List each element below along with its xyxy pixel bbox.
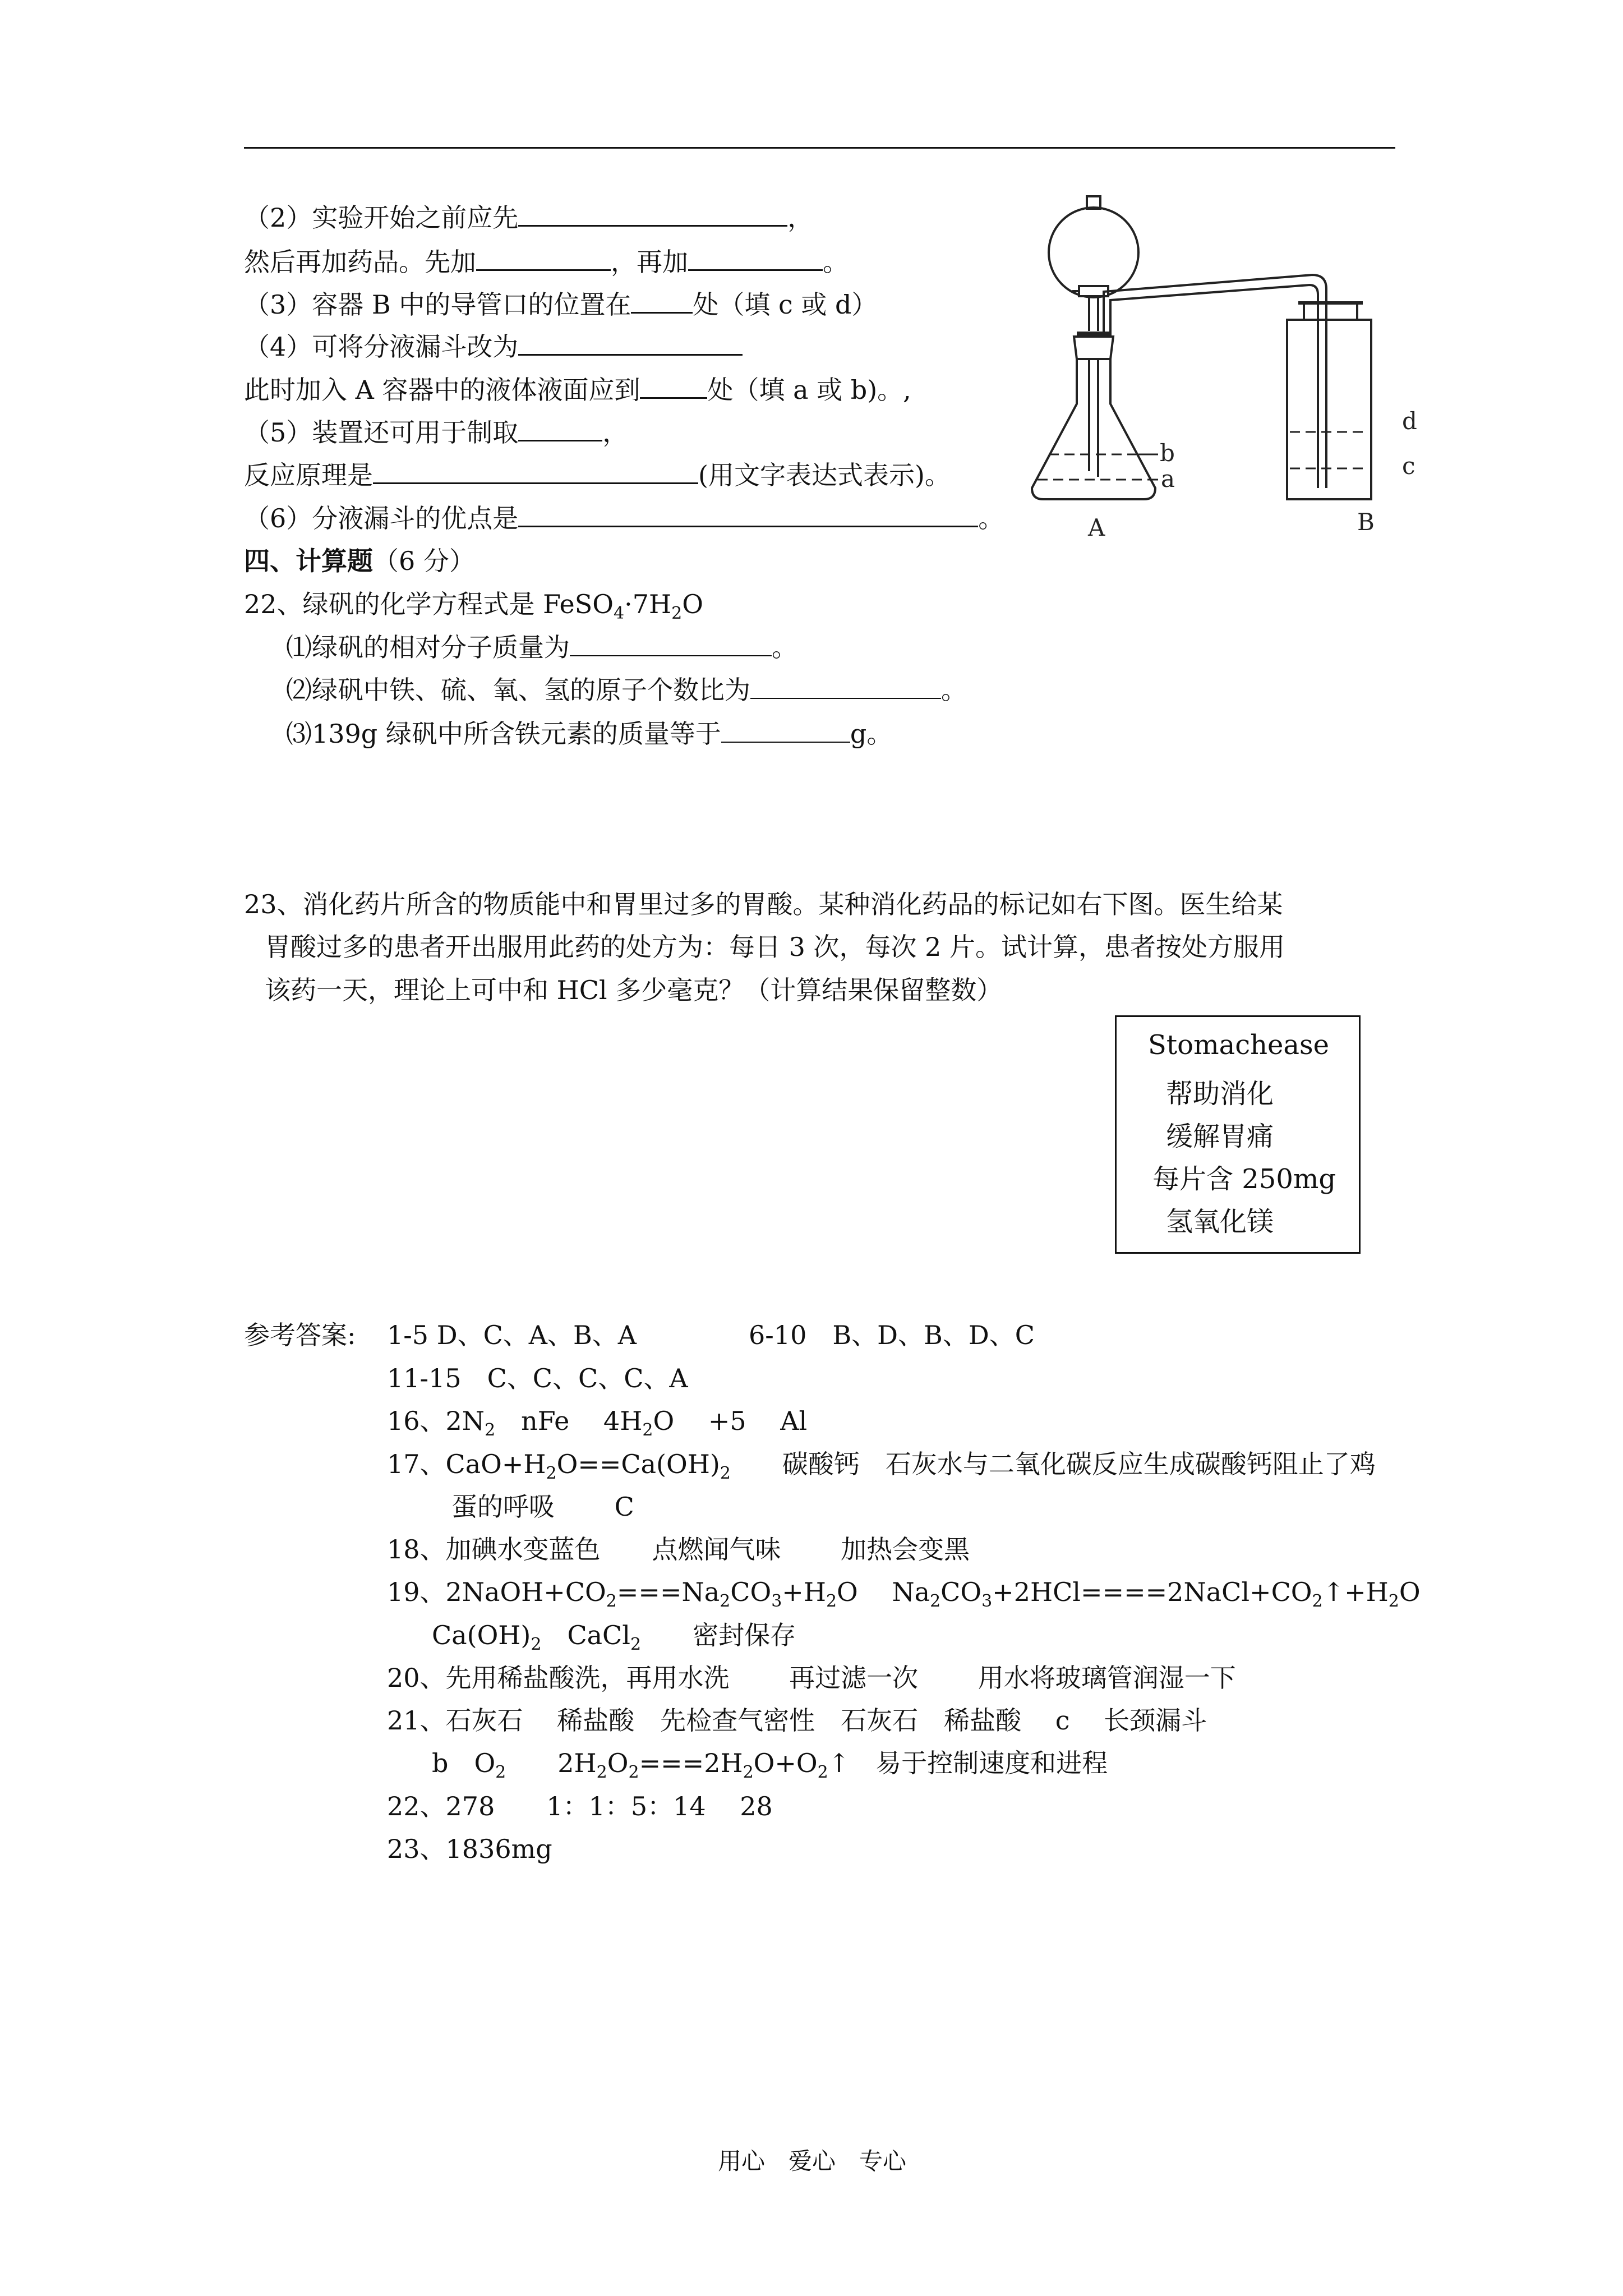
q21-part2-line2: [244, 245, 849, 279]
drug-label-line3: 每片含 250mg: [1152, 1163, 1336, 1195]
q21-part4-text: （4）可将分液漏斗改为: [244, 332, 519, 362]
label-A: A: [1088, 514, 1105, 541]
answers-title: 参考答案:: [244, 1320, 356, 1350]
answer-text: +2HCl====2NaCl+CO: [992, 1577, 1312, 1607]
q21-part4-text3: 处（填 a 或 b)。,: [707, 375, 911, 405]
q21-part6: [244, 501, 1004, 535]
separatory-funnel-bulb: [1049, 208, 1138, 297]
answer-blank: [518, 200, 787, 227]
gas-bottle-B: [1287, 320, 1371, 499]
answer-text: O: [1399, 1577, 1421, 1607]
answer-text: 2H: [506, 1748, 597, 1778]
answer-text: +H: [782, 1577, 826, 1607]
answer-18: 18、加碘水变蓝色 点燃闻气味 加热会变黑: [387, 1534, 970, 1565]
subscript: 2: [720, 1591, 731, 1611]
q21-part2-text: （2）实验开始之前应先: [244, 203, 519, 233]
subscript: 2: [495, 1763, 506, 1782]
answer-16: [387, 1404, 807, 1447]
answer-text: ===2H: [639, 1748, 743, 1778]
answer-text: ↑+H: [1322, 1577, 1389, 1607]
answer-text: 密封保存: [641, 1620, 796, 1650]
q22-sub1-text: ⑴绿矾的相对分子质量为: [286, 632, 570, 662]
subscript: 2: [485, 1420, 496, 1440]
answer-blank: [570, 631, 772, 656]
answer-text: 17、CaO+H: [387, 1449, 546, 1479]
q21-part4-line2: [244, 372, 911, 407]
answer-11-15: 11-15 C、C、C、C、A: [387, 1363, 688, 1393]
q22-stem-text3: O: [682, 589, 703, 619]
answer-text: 碳酸钙 石灰水与二氧化碳反应生成碳酸钙阻止了鸡: [730, 1449, 1376, 1479]
answer-text: b O: [432, 1748, 496, 1778]
punctuation: 。: [978, 503, 1004, 533]
answer-text: ===Na: [616, 1577, 720, 1607]
answer-blank: [721, 717, 850, 743]
punctuation: 。: [823, 247, 849, 277]
subscript: 2: [628, 1763, 639, 1782]
subscript: 2: [817, 1763, 828, 1782]
q22-stem-text: 22、绿矾的化学方程式是 FeSO: [244, 589, 614, 619]
answer-text: CO: [940, 1577, 982, 1607]
q23-line2: 胃酸过多的患者开出服用此药的处方为：每日 3 次，每次 2 片。试计算，患者按处方服用: [265, 932, 1285, 962]
subscript: 2: [671, 604, 683, 623]
drug-label-line1: 帮助消化: [1166, 1078, 1274, 1110]
subscript: 2: [743, 1763, 754, 1782]
answer-blank: [373, 458, 698, 484]
answer-text: CaCl: [541, 1620, 630, 1650]
q23-line1: 23、消化药片所含的物质能中和胃里过多的胃酸。某种消化药品的标记如右下图。医生给某: [244, 889, 1283, 919]
answer-text: 16、2N: [387, 1406, 485, 1436]
answer-19-line2: [432, 1618, 796, 1662]
subscript: 2: [1312, 1591, 1323, 1611]
answer-22: 22、278 1：1：5：14 28: [387, 1791, 773, 1821]
answer-blank: [518, 501, 978, 527]
answer-21-line2: [432, 1746, 1108, 1789]
answer-blank: [688, 245, 823, 271]
subscript: 2: [606, 1591, 617, 1611]
answer-text: 19、2NaOH+CO: [387, 1577, 606, 1607]
answer-17-line1: [387, 1447, 1376, 1490]
answer-text: O +5 Al: [653, 1406, 808, 1436]
punctuation: ，: [787, 203, 814, 233]
label-d: d: [1402, 407, 1417, 435]
q21-part2-text3: ，再加: [611, 247, 688, 277]
q21-part3: [244, 287, 877, 321]
answer-blank: [518, 415, 602, 441]
q23-line3: 该药一天，理论上可中和 HCl 多少毫克？（计算结果保留整数）: [265, 975, 1003, 1005]
label-a: a: [1161, 465, 1175, 493]
conical-flask-A: [1032, 359, 1155, 499]
punctuation: 。: [772, 632, 797, 662]
drug-label-line2: 缓解胃痛: [1166, 1121, 1274, 1152]
section-4-title: 四、计算题: [244, 546, 373, 576]
q22-sub2-text: ⑵绿矾中铁、硫、氧、氢的原子个数比为: [286, 675, 750, 705]
drug-label-box: [1115, 1015, 1361, 1254]
answer-blank: [640, 372, 707, 399]
answer-blank: [476, 245, 611, 271]
q21-part4-text2: 此时加入 A 容器中的液体液面应到: [244, 375, 640, 405]
q21-part4-line1: [244, 329, 743, 364]
q22-sub1: [286, 631, 797, 664]
page-footer: 用心 爱心 专心: [718, 2147, 907, 2175]
label-c: c: [1402, 452, 1415, 480]
punctuation: ，: [602, 417, 629, 448]
answer-1-5: 1-5 D、C、A、B、A: [387, 1320, 637, 1350]
q21-part2-text2: 然后再加药品。先加: [244, 247, 476, 277]
subscript: 2: [930, 1591, 941, 1611]
q21-part5-line2: [244, 458, 951, 492]
q21-part5-text2: 反应原理是: [244, 460, 373, 490]
answer-19-line1: [387, 1575, 1421, 1618]
answer-text: ↑ 易于控制速度和进程: [828, 1748, 1108, 1778]
q21-part2-line1: [244, 200, 813, 234]
answer-17-line2: 蛋的呼吸 C: [451, 1492, 634, 1522]
q21-part3-text: （3）容器 B 中的导管口的位置在: [244, 289, 631, 320]
answer-text: O Na: [837, 1577, 930, 1607]
punctuation: g。: [850, 719, 893, 749]
label-B: B: [1357, 508, 1375, 536]
subscript: 2: [1388, 1591, 1399, 1611]
punctuation: 。: [941, 675, 967, 705]
subscript: 2: [630, 1635, 642, 1654]
answer-21-line1: 21、石灰石 稀盐酸 先检查气密性 石灰石 稀盐酸 c 长颈漏斗: [387, 1705, 1207, 1736]
subscript: 2: [642, 1420, 653, 1440]
apparatus-diagram: [1021, 185, 1458, 550]
q22-stem: [244, 587, 703, 631]
subscript: 2: [531, 1635, 542, 1654]
subscript: 4: [614, 604, 625, 623]
answer-blank: [631, 287, 693, 314]
header-rule: [244, 147, 1395, 149]
answer-6-10: 6-10 B、D、B、D、C: [749, 1320, 1035, 1350]
answer-text: O: [607, 1748, 629, 1778]
bottle-B-neck: [1304, 303, 1318, 320]
answer-23: 23、1836mg: [387, 1834, 552, 1864]
drug-name: Stomachease: [1148, 1029, 1330, 1061]
answer-blank: [518, 329, 743, 356]
answer-text: CO: [730, 1577, 772, 1607]
q21-part5-text: （5）装置还可用于制取: [244, 417, 519, 448]
answer-text: O==Ca(OH): [556, 1449, 720, 1479]
answer-text: Ca(OH): [432, 1620, 531, 1650]
answer-text: nFe 4H: [495, 1406, 643, 1436]
subscript: 3: [981, 1591, 993, 1611]
subscript: 2: [546, 1464, 557, 1483]
label-b: b: [1160, 439, 1175, 467]
q22-sub3-text: ⑶139g 绿矾中所含铁元素的质量等于: [286, 719, 721, 749]
answer-blank: [750, 673, 941, 699]
section-4-points: （6 分）: [373, 546, 475, 576]
q22-stem-text2: ·7H: [624, 589, 672, 619]
subscript: 2: [596, 1763, 607, 1782]
answer-text: O+O: [753, 1748, 818, 1778]
answer-20: 20、先用稀盐酸洗，再用水洗 再过滤一次 用水将玻璃管润湿一下: [387, 1663, 1236, 1693]
q21-part3-text2: 处（填 c 或 d）: [693, 289, 878, 320]
drug-label-line4: 氢氧化镁: [1166, 1206, 1274, 1237]
subscript: 2: [826, 1591, 837, 1611]
q21-part6-text: （6）分液漏斗的优点是: [244, 503, 519, 533]
q21-part5-text3: (用文字表达式表示)。: [698, 460, 951, 490]
section-4-heading: [244, 544, 475, 578]
subscript: 2: [720, 1464, 731, 1483]
q21-part5-line1: [244, 415, 628, 449]
flask-stopper: [1074, 337, 1113, 359]
q22-sub2: [286, 673, 967, 707]
subscript: 3: [771, 1591, 782, 1611]
q22-sub3: [286, 717, 892, 751]
